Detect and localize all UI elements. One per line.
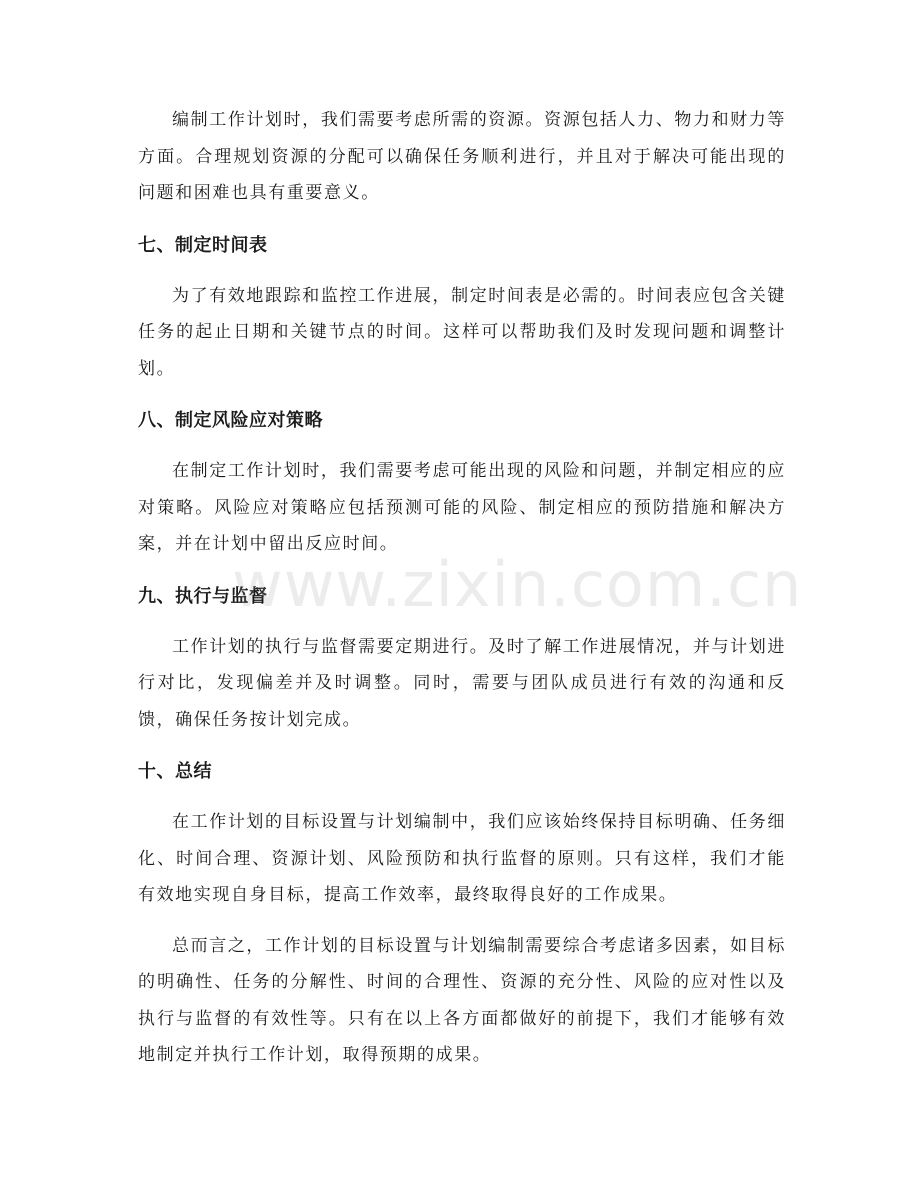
section-paragraph-schedule: 为了有效地跟踪和监控工作进展，制定时间表是必需的。时间表应包含关键任务的起止日期和关键节点的时间。这样可以帮助我们及时发现问题和调整计划。 <box>138 285 786 379</box>
section-paragraph-execution: 工作计划的执行与监督需要定期进行。及时了解工作进展情况，并与计划进行对比，发现偏差并及时调整。同时，需要与团队成员进行有效的沟通和反馈，确保任务按计划完成。 <box>138 636 786 730</box>
section-paragraph-summary-2: 总而言之，工作计划的目标设置与计划编制需要综合考虑诸多因素，如目标的明确性、任务的分解性、时间的合理性、资源的充分性、风险的应对性以及执行与监督的有效性等。只有在以上各方面都做好的前提下，我们才能够有效地制定并执行工作计划，取得预期的成果。 <box>138 935 786 1065</box>
section-paragraph-risk: 在制定工作计划时，我们需要考虑可能出现的风险和问题，并制定相应的应对策略。风险应对策略应包括预测可能的风险、制定相应的预防措施和解决方案，并在计划中留出反应时间。 <box>138 461 786 554</box>
section-heading-schedule: 七、制定时间表 <box>138 234 268 256</box>
section-heading-risk: 八、制定风险应对策略 <box>138 410 323 431</box>
section-paragraph-summary-1: 在工作计划的目标设置与计划编制中，我们应该始终保持目标明确、任务细化、时间合理、资源计划、风险预防和执行监督的原则。只有这样，我们才能有效地实现自身目标，提高工作效率，最终取得良好的工作成果。 <box>138 812 786 905</box>
document-page <box>138 102 786 1074</box>
section-heading-summary: 十、总结 <box>138 761 212 782</box>
intro-paragraph: 编制工作计划时，我们需要考虑所需的资源。资源包括人力、物力和财力等方面。合理规划资源的分配可以确保任务顺利进行，并且对于解决可能出现的问题和困难也具有重要意义。 <box>138 110 786 203</box>
watermark: www.zixin.com.cn <box>232 548 803 621</box>
section-heading-execution: 九、执行与监督 <box>138 585 268 607</box>
